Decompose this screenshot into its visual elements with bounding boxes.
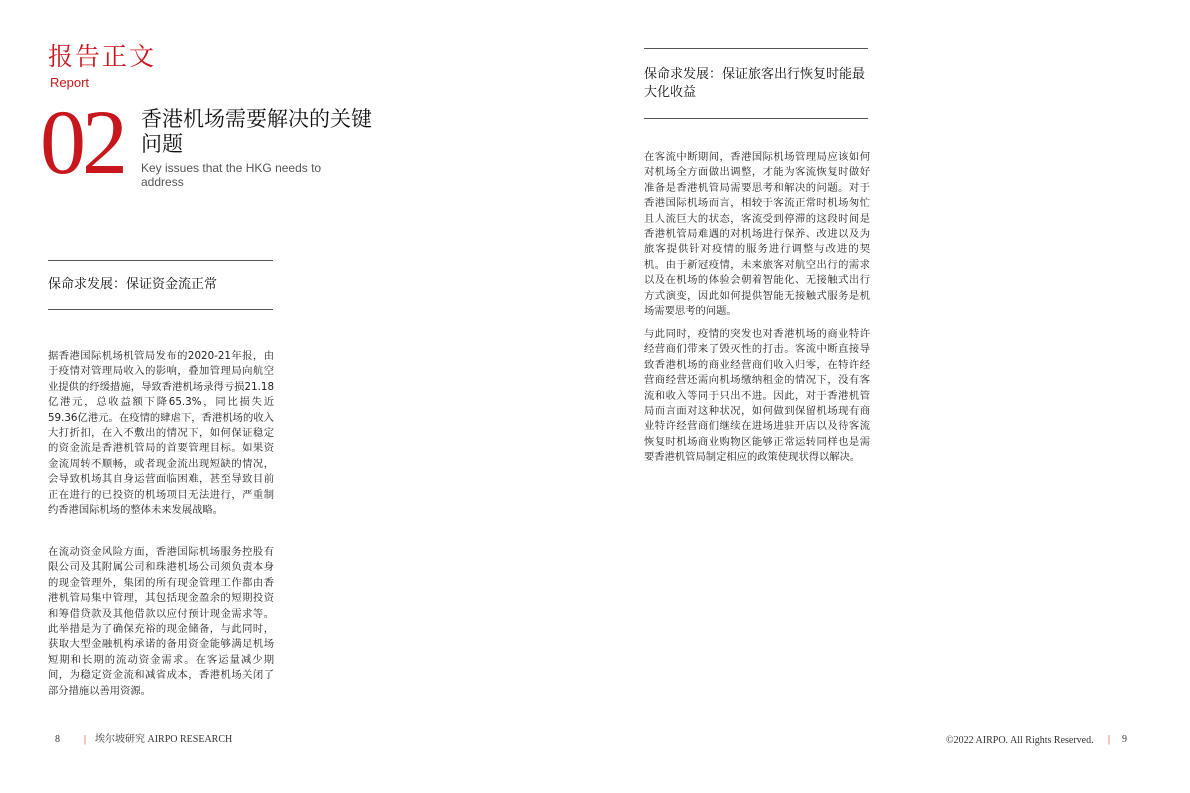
left-page-number: 8 [55, 734, 60, 745]
right-paragraph-1: 在客流中断期间，香港国际机场管理局应该如何对机场全方面做出调整，才能为客流恢复时做好准备是香港机管局需要思考和解决的问题。对于香港国际机场而言，相较于客流正常时机场匆忙且人流巨大的状态，客流受到停滞的这段时间是香港机管局难遇的对机场进行保养、改进以及为旅客提供针对疫情的服务进行调整与改进的契机。由于新冠疫情，未来旅客对航空出行的需求以及在机场的体验会朝着智能化、无接触式出行方式演变，因此如何提供智能无接触式服务是机场需要思考的问题。 [644, 151, 870, 318]
chapter-title: 香港机场需要解决的关键问题 [141, 107, 372, 156]
footer-separator: | [84, 734, 87, 745]
section-kicker-en: Report [50, 75, 90, 90]
right-paragraph-2: 与此同时，疫情的突发也对香港机场的商业特许经营商们带来了毁灭性的打击。客流中断直接导致香港机场的商业经营商们收入归零，在特许经营商经营还需向机场缴纳租金的情况下，没有客流和收入等同于只出不进。因此，对于香港机管局而言面对这种状况，如何做到保留机场现有商业特许经营商们继续在进场进驻开店以及待客流恢复时机场商业购物区能够正常运转同样也是需要香港机管局制定相应的政策使现状得以解决。 [644, 328, 870, 464]
footer-separator: | [1108, 734, 1111, 745]
left-paragraph-2: 在流动资金风险方面，香港国际机场服务控股有限公司及其附属公司和珠港机场公司须负责本身的现金管理外，集团的所有现金管理工作都由香港机管局集中管理，其包括现金盈余的短期投资和筹借贷款及其他借款以应付预计现金需求等。此举措是为了确保充裕的现金储备，与此同时，获取大型金融机构承诺的备用资金能够满足机场短期和长期的流动资金需求。在客运量减少期间，为稳定资金流和减省成本，香港机场关闭了部分措施以善用资源。 [48, 546, 274, 697]
divider [644, 48, 868, 49]
right-subheading: 保命求发展：保证旅客出行恢复时能最大化收益 [644, 67, 866, 100]
divider [48, 260, 273, 261]
chapter-subtitle-en: Key issues that the HKG needs to address [141, 161, 322, 189]
divider [644, 118, 868, 119]
left-subheading: 保命求发展：保证资金流正常 [48, 277, 218, 292]
section-kicker: 报告正文 [48, 42, 157, 71]
right-page-number: 9 [1122, 734, 1127, 745]
divider [48, 309, 273, 310]
footer-brand: 埃尔坡研究 AIRPO RESEARCH [95, 734, 233, 745]
left-paragraph-1: 据香港国际机场机管局发布的2020-21年报，由于疫情对管理局收入的影响，叠加管理局向航空业提供的纾缓措施，导致香港机场录得亏损21.18亿港元，总收益额下降65.3%，同比损失近59.36亿港元。在疫情的肆虐下，香港机场的收入大打折扣，在入不敷出的情况下，如何保证稳定的资金流是香港机管局的首要管理目标。如果资金流周转不顺畅，或者现金流出现短缺的情况，会导致机场其自身运营面临困难，甚至导致目前正在进行的已投资的机场项目无法进行，严重制约香港国际机场的整体未来发展战略。 [48, 350, 274, 517]
footer-copyright: ©2022 AIRPO. All Rights Reserved. [946, 735, 1094, 746]
chapter-number: 02 [40, 91, 124, 193]
